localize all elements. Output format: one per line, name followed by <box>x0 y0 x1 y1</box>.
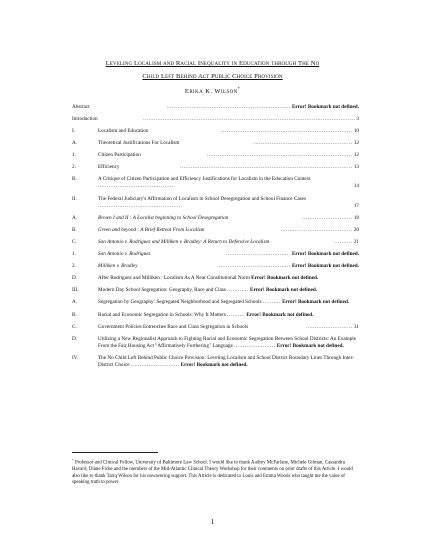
toc-entry-number: Introduction <box>72 116 98 122</box>
toc-entry-title: Modern Day School Segregation: Geography, Race and Class <box>98 287 226 294</box>
toc-leader-dots: ................................................................................. <box>206 152 353 159</box>
toc-entry-page: 17 <box>353 202 359 209</box>
toc-entry-title: Segregation by Geography: Segregated Neighborhood and Segregated Schools <box>98 299 262 306</box>
toc-entry-number: II. <box>72 195 77 202</box>
toc-entry-title: Localism and Education <box>98 128 149 134</box>
toc-entry-ii-c[interactable] <box>72 239 359 246</box>
toc-entry-number: A. <box>72 214 78 221</box>
toc-leader-dots: ......................................................................... <box>221 128 353 134</box>
title-line-2: Child Left Behind Act Public Choice Provision <box>142 73 283 80</box>
author-name-text: Erika K. Wilson <box>184 88 238 96</box>
toc-entry-page: 13 <box>353 164 359 171</box>
toc-entry-number: 2. <box>72 164 76 171</box>
toc-entry-page: 31 <box>353 323 359 330</box>
toc-entry-ii-b[interactable] <box>72 227 359 234</box>
toc-entry-number: A. <box>72 299 78 306</box>
toc-entry-iii-b[interactable] <box>72 312 359 319</box>
toc-entry-section-iv[interactable] <box>72 355 359 369</box>
toc-leader-dots: ..................................................................... <box>166 103 291 110</box>
footnote-mark: * <box>72 458 74 462</box>
author-name <box>0 86 425 95</box>
toc-entry-number: B. <box>72 311 77 318</box>
toc-entry-ii-c-2[interactable] <box>72 263 359 270</box>
toc-entry-number: 2. <box>72 263 76 270</box>
toc-entry-title: The Federal Judiciary's Affirmation of Localism in School Desegregation and School Finance Cases <box>98 195 307 202</box>
document-title <box>60 57 365 83</box>
toc-entry-title: Green and beyond : A Brief Retreat From Localism <box>98 226 205 233</box>
toc-entry-number: 1. <box>72 152 76 159</box>
toc-entry-title: Efficiency <box>98 164 120 171</box>
footnote-separator <box>72 452 158 453</box>
toc-entry-number: C. <box>72 323 77 330</box>
toc-entry-iii-d[interactable] <box>72 336 359 350</box>
toc-entry-title: San Antonio v. Rodriguez <box>98 251 151 258</box>
toc-entry-page: 21 <box>353 238 359 245</box>
toc-entry-ii-a[interactable] <box>72 215 359 222</box>
toc-entry-title: Government Policies Entrenches Race and Class Segregation in Schools <box>98 323 249 330</box>
toc-entry-i-b[interactable] <box>72 176 359 190</box>
toc-leader-dots: ...................................................................................................................... <box>143 115 356 122</box>
toc-entry-page: Error! Bookmark not defined. <box>180 361 248 368</box>
toc-entry-title: Utilizing a New Regionalist Approach to Fighting Racial and Economic Segregation Between School Districts: An Example From the Fair Housing Act "Affirmatively Furthering" Language <box>98 335 357 349</box>
toc-entry-page: Error! Bookmark not defined. <box>276 342 344 349</box>
toc-leader-dots: .......................................... <box>98 183 174 190</box>
toc-entry-iii-c[interactable] <box>72 324 359 331</box>
toc-entry-ii-d[interactable] <box>72 275 359 282</box>
page-number: 1 <box>210 517 215 526</box>
toc-entry-number: C. <box>72 238 77 245</box>
toc-entry-number: D. <box>72 275 78 282</box>
toc-entry-title: The No Child Left Behind Public Choice Provision: Leveling Localism and School District Boundary Lines Through Inter-District Choice <box>98 354 354 368</box>
toc-entry-title: Brown I and II : A Localist beginning to School Desegregation <box>98 214 229 221</box>
toc-entry-abstract[interactable] <box>72 104 359 111</box>
toc-leader-dots: ....................... <box>234 342 276 349</box>
toc-entry-title: Milliken v. Bradley <box>98 263 138 270</box>
toc-entry-i-a[interactable] <box>72 140 359 147</box>
toc-leader-dots: ....................................................... <box>253 140 353 147</box>
toc-entry-title: A Critique of Citizen Participation and Efficiency Justifications for Localism in the Education Context <box>98 176 311 183</box>
toc-entry-page: 3 <box>356 115 359 122</box>
toc-leader-dots: ........................................ <box>218 263 291 270</box>
toc-entry-ii-c-1[interactable] <box>72 251 359 258</box>
toc-entry-number: I. <box>72 128 76 134</box>
toc-entry-page: Error! Bookmark not defined. <box>282 299 350 306</box>
toc-entry-i-a-1[interactable] <box>72 152 359 159</box>
toc-leader-dots: ............................ <box>302 214 353 221</box>
toc-entry-number: A. <box>72 140 78 147</box>
toc-entry-number: III. <box>72 287 79 294</box>
author-footnote-mark: * <box>237 86 241 91</box>
toc-entry-page: Error! Bookmark not defined. <box>246 311 314 318</box>
toc-entry-iii-a[interactable] <box>72 299 359 306</box>
toc-entry-number: B. <box>72 176 77 183</box>
toc-entry-section-i[interactable] <box>72 128 359 135</box>
toc-leader-dots: ............................................... <box>98 202 183 209</box>
toc-entry-number: D. <box>72 335 78 342</box>
toc-entry-title: San Antonio v. Rodriguez and Milliken v. Bradley: A Return to Defensive Localism <box>98 238 270 245</box>
toc-entry-section-iii[interactable] <box>72 287 359 294</box>
toc-entry-introduction[interactable] <box>72 116 359 123</box>
toc-leader-dots: ................................................................................................ <box>180 164 353 171</box>
toc-leader-dots: .................................... <box>225 251 291 258</box>
footnote-text: Professor and Clinical Fellow, University of Baltimore Law School. I would like to thank Audrey McFarlane, Michele Gilman, Cassandra Havard, Diane Fiche and the members of the Mid-Atlantic Clinical Theory Workshop for their comments on prior drafts of this Article. I would also like to thank Tariq Wilson for his unwavering support. This Article is dedicated to Louis and Emma Woods who taught me the value of speaking truth to power. <box>72 460 353 486</box>
toc-entry-title: After Rodriguez and Milliken : Localism As A Near Constitutional Norm <box>98 275 250 282</box>
toc-entry-page: 12 <box>353 152 359 159</box>
toc-entry-number: Abstract <box>72 104 90 110</box>
title-line-1: Leveling Localism and Racial Inequality in Education through The No <box>105 60 320 67</box>
toc-leader-dots: .......... <box>334 238 353 245</box>
toc-entry-page: Error! Bookmark not defined. <box>291 251 359 258</box>
toc-entry-title: Theoretical Justifications For Localism <box>98 140 180 147</box>
toc-entry-page: 14 <box>353 183 359 190</box>
toc-entry-number: 1. <box>72 251 76 258</box>
toc-entry-page: 18 <box>353 214 359 221</box>
toc-entry-i-a-2[interactable] <box>72 164 359 171</box>
toc-entry-title: Citizen Participation <box>98 152 141 159</box>
toc-leader-dots: .......................... <box>305 323 353 330</box>
toc-entry-section-ii[interactable] <box>72 196 359 210</box>
toc-entry-page: Error! Bookmark not defined. <box>250 287 318 294</box>
footnote <box>72 457 359 487</box>
toc-entry-page: Error! Bookmark not defined. <box>251 275 319 282</box>
toc-leader-dots: ........................................ <box>280 226 353 233</box>
table-of-contents <box>72 104 359 374</box>
toc-entry-page: Error! Bookmark not defined. <box>291 103 359 110</box>
toc-leader-dots: .......... <box>262 299 281 306</box>
toc-entry-number: B. <box>72 226 77 233</box>
toc-entry-page: 12 <box>353 140 359 147</box>
toc-entry-page: Error! Bookmark not defined. <box>291 263 359 270</box>
toc-leader-dots: ............ <box>227 287 249 294</box>
toc-entry-page: 20 <box>353 226 359 233</box>
toc-entry-number: IV. <box>72 354 79 361</box>
toc-entry-page: 10 <box>353 128 359 134</box>
toc-leader-dots: ........................... <box>130 361 180 368</box>
toc-leader-dots: .......... <box>227 311 246 318</box>
toc-entry-title: Racial and Economic Segregation in Schools: Why It Matters <box>98 311 226 318</box>
